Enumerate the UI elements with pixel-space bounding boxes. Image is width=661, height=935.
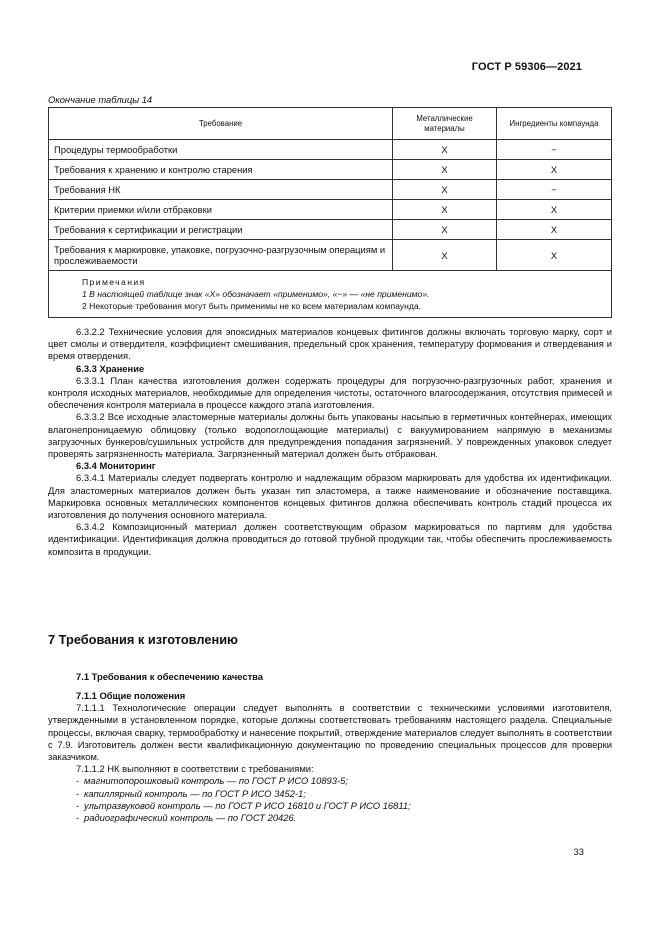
paragraph-6-3-2-2: 6.3.2.2 Технические условия для эпоксидных материалов концевых фитингов должны включать торговую марку, сорт и цвет смолы и отвердителя, коэффициент смешивания, предельный срок хранения, температуру формования и отвердевания и время отвердения.: [48, 326, 612, 362]
requirement-cell: Требования к хранению и контролю старения: [49, 160, 393, 180]
paragraph-6-3-3-1: 6.3.3.1 План качества изготовления должен содержать процедуры для погрузочно-разгрузочных работ, хранения и контроля исходных материалов, необходимые для определения чистоты, остаточного влагосодержания, отсутствия примесей и обеспечения контроля материала в процессе каждого этапа изготовления.: [48, 374, 612, 411]
list-item: [48, 812, 612, 824]
list-item: [48, 800, 612, 812]
metal-mark-cell: X: [393, 220, 497, 240]
heading-7-1-1: 7.1.1 Общие положения: [76, 690, 186, 701]
heading-6-3-4: 6.3.4 Мониторинг: [76, 460, 156, 472]
compound-mark-cell: X: [497, 220, 612, 240]
list-item-text: ультразвуковой контроль — по ГОСТ Р ИСО 16810 и ГОСТ Р ИСО 16811;: [84, 799, 411, 811]
table-row: [49, 240, 612, 271]
page-number: 33: [573, 846, 584, 857]
requirement-cell: Процедуры термообработки: [49, 140, 393, 160]
paragraph-7-1-1-2: 7.1.1.2 НК выполняют в соответствии с требованиями:: [76, 763, 314, 775]
table-row: [49, 180, 612, 200]
requirement-cell: Требования к сертификации и регистрации: [49, 220, 393, 240]
list-item: [48, 775, 612, 787]
column-header-compound-text: Ингредиенты компаунда: [509, 118, 599, 128]
compound-mark-cell: X: [497, 160, 612, 180]
document-code: ГОСТ Р 59306—2021: [471, 61, 582, 73]
heading-7-1: 7.1 Требования к обеспечению качества: [76, 671, 264, 682]
column-header-requirement: Требование: [49, 108, 393, 140]
table-notes-row: [49, 271, 612, 318]
table-row: [49, 220, 612, 240]
table-caption: Окончание таблицы 14: [48, 94, 153, 105]
table-row: [49, 160, 612, 180]
compound-mark-cell: −: [497, 140, 612, 160]
metal-mark-cell: X: [393, 180, 497, 200]
list-dash: -: [76, 775, 80, 787]
paragraph-6-3-4-1: 6.3.4.1 Материалы следует подвергать контролю и надлежащим образом маркировать для удобства их идентификации. Для эластомерных материалов должен быть указан тип эластомера, а также наименование и обозначение поставщика. Маркировка основных металлических компонентов концевых фитингов должна обеспечивать контроль стадий процесса их изготовления до получения основного материала.: [48, 472, 612, 521]
section-7-text: [48, 690, 612, 824]
metal-mark-cell: X: [393, 240, 497, 271]
list-item-text: капиллярный контроль — по ГОСТ Р ИСО 3452-1;: [84, 787, 306, 799]
requirements-table: [48, 107, 612, 318]
list-item: [48, 788, 612, 800]
requirement-cell: Критерии приемки и/или отбраковки: [49, 200, 393, 220]
requirement-cell: Требования к маркировке, упаковке, погрузочно-разгрузочным операциям и прослеживаемости: [49, 240, 393, 271]
compound-mark-cell: X: [497, 200, 612, 220]
table-row: [49, 200, 612, 220]
column-header-metal: [393, 108, 497, 140]
column-header-metal-text: Металлические материалы: [416, 113, 473, 133]
table-row: [49, 140, 612, 160]
column-header-compound: [497, 108, 612, 140]
table-header-row: [49, 108, 612, 140]
table-notes: [49, 271, 612, 318]
note-item: 2 Некоторые требования могут быть применимы не ко всем материалам компаунда.: [82, 301, 422, 311]
heading-6-3-3: 6.3.3 Хранение: [76, 362, 145, 374]
compound-mark-cell: X: [497, 240, 612, 271]
list-dash: -: [76, 799, 80, 811]
note-item: 1 В настоящей таблице знак «X» обозначает «применимо», «−» — «не применимо».: [82, 289, 430, 299]
list-item-text: магнитопорошковый контроль — по ГОСТ Р ИСО 10893-5;: [84, 775, 348, 787]
notes-title: Примечания: [82, 277, 146, 287]
list-dash: -: [76, 812, 80, 824]
list-dash: -: [76, 787, 80, 799]
metal-mark-cell: X: [393, 140, 497, 160]
section-6-text: [48, 326, 612, 558]
compound-mark-cell: −: [497, 180, 612, 200]
paragraph-7-1-1-1: 7.1.1.1 Технологические операции следует выполнять в соответствии с техническими условиями изготовителя, утвержденными в установленном порядке, которые должны соответствовать требованиям настоящего раздела. Специальные процессы, включая сварку, термообработку и нанесение покрытий, отверждение материалов следует выполнять в соответствии с 7.9. Изготовитель должен вести квалификационную документацию по проведению специальных процессов для проверки заказчиком.: [48, 702, 612, 763]
heading-section-7: 7 Требования к изготовлению: [48, 632, 238, 647]
requirement-cell: Требования НК: [49, 180, 393, 200]
paragraph-6-3-3-2: 6.3.3.2 Все исходные эластомерные материалы должны быть упакованы насыпью в герметичных контейнерах, имеющих влагонепроницаемую облицовку (только водопоглощающие материалы) с вакуумированием напрямую в механизмы загрузочных бункеров/сушильных устройств для предупреждения попадания загрязнений. У поврежденных упаковок следует проверять загрязненность материала. Загрязненный материал должен быть отбракован.: [48, 411, 612, 460]
metal-mark-cell: X: [393, 160, 497, 180]
metal-mark-cell: X: [393, 200, 497, 220]
list-item-text: радиографический контроль — по ГОСТ 20426.: [84, 812, 297, 824]
paragraph-6-3-4-2: 6.3.4.2 Композиционный материал должен соответствующим образом маркироваться по партиям для удобства идентификации. Идентификация должна проводиться до готовой трубной продукции так, чтобы обеспечить прослеживаемость композита в продукции.: [48, 521, 612, 557]
